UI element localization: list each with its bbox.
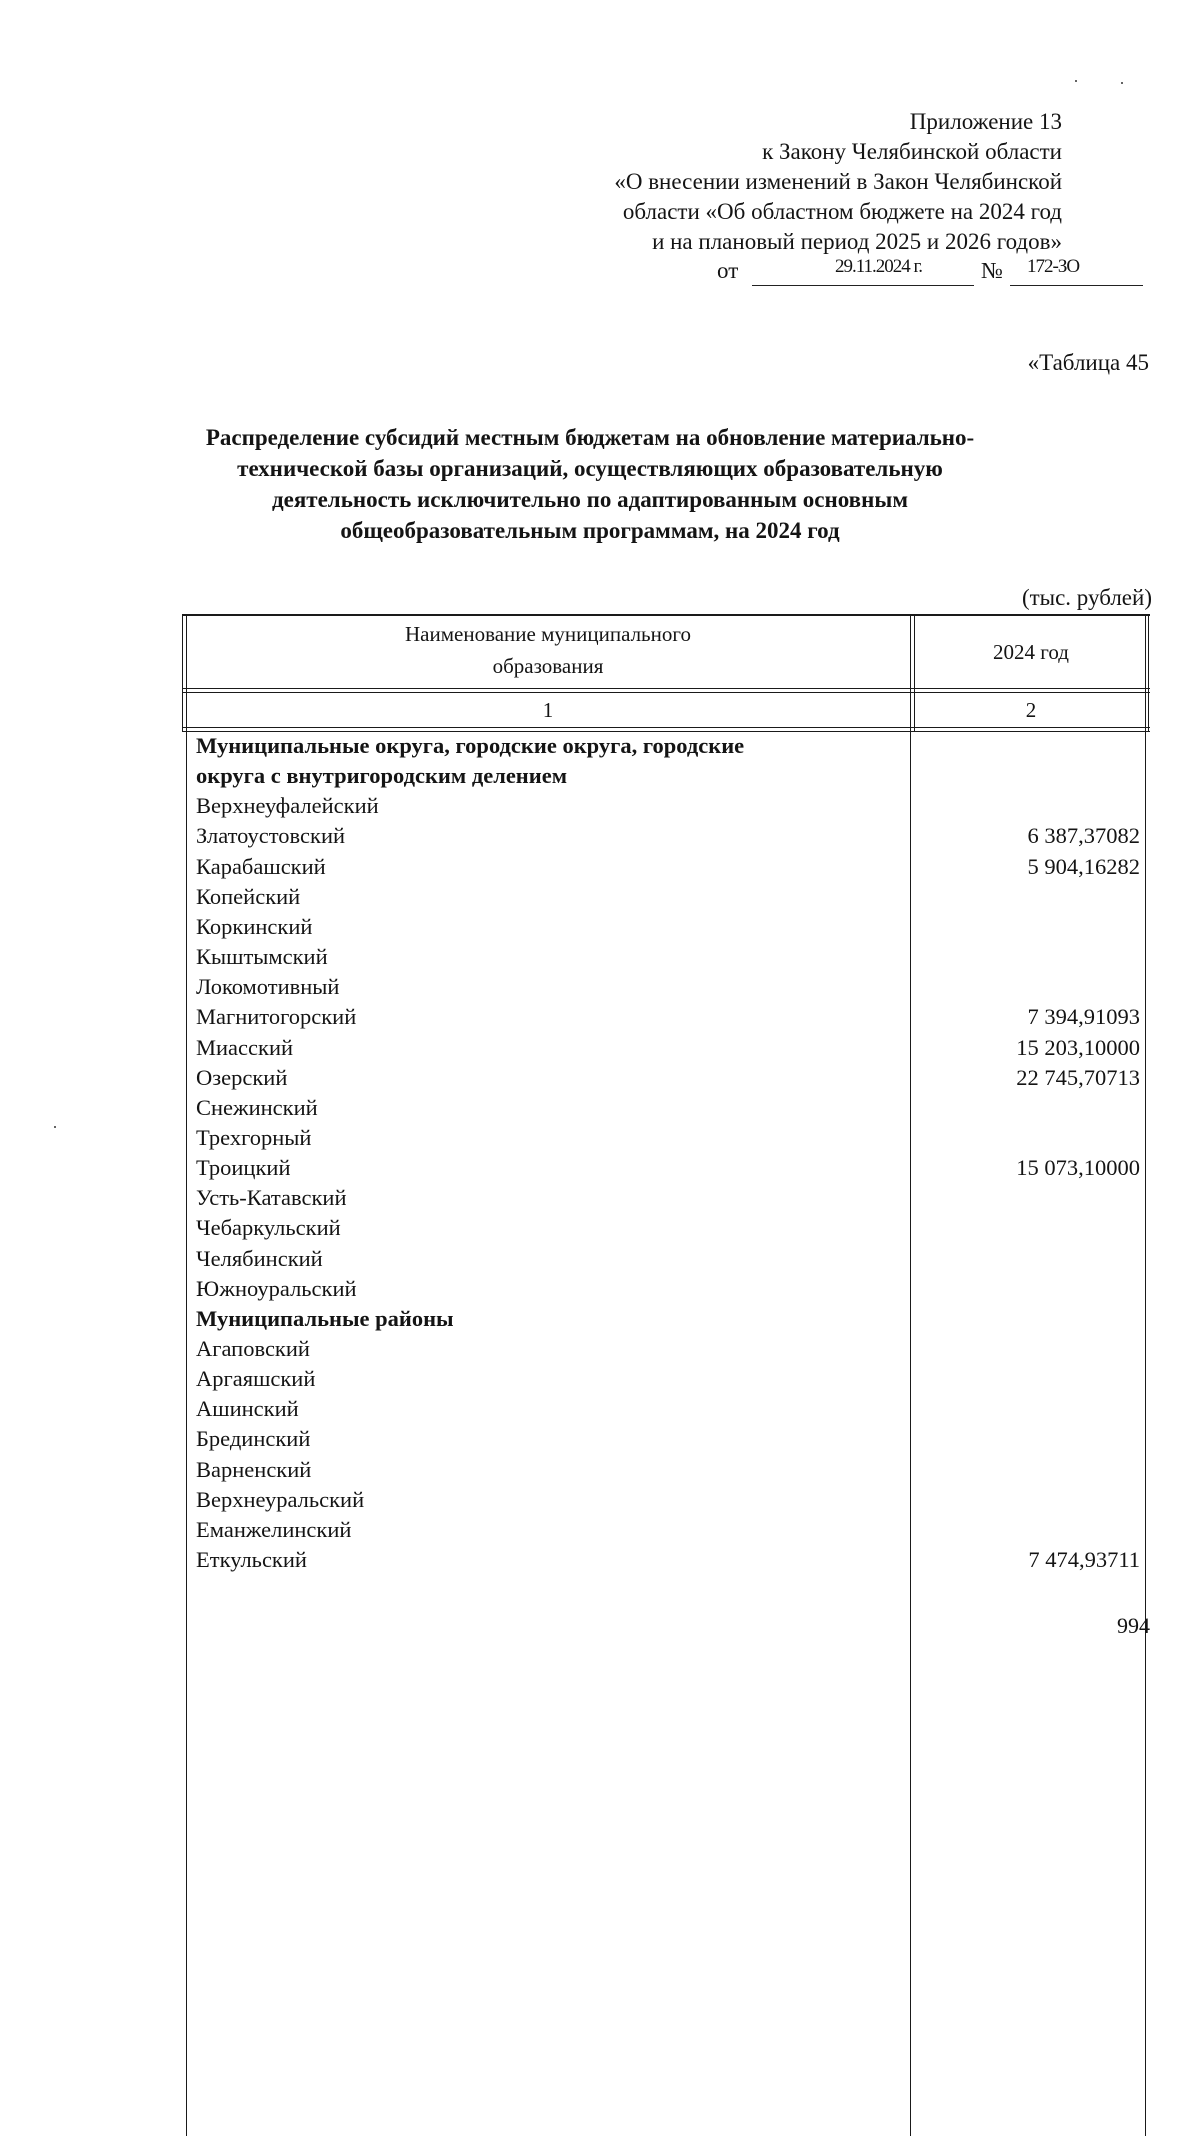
municipality-name: Магнитогорский [196,1004,357,1029]
header-line: «О внесении изменений в Закон Челябинской [614,169,1062,194]
municipality-name: Чебаркульский [196,1215,341,1240]
section-heading: округа с внутригородским делением [196,763,568,788]
scan-speck [1121,82,1123,84]
table-top-border [182,614,1150,616]
municipality-name: Еткульский [196,1547,307,1572]
subsidy-value: 7 474,93711 [1028,1547,1140,1572]
title-line: общеобразовательным программам, на 2024 год [340,518,840,543]
left-border [182,614,183,732]
municipality-name: Локомотивный [196,974,340,999]
municipality-name: Еманжелинский [196,1517,352,1542]
municipality-name: Брединский [196,1426,311,1451]
header-line: Приложение 13 [909,109,1062,134]
title-line: технической базы организаций, осуществляющих образовательную [237,456,943,481]
right-border-inner [1145,614,1146,2136]
municipality-name: Ашинский [196,1396,299,1421]
municipality-name: Агаповский [196,1336,310,1361]
municipality-name: Копейский [196,884,301,909]
municipality-name: Коркинский [196,914,313,939]
subsidy-value: 7 394,91093 [1027,1004,1140,1029]
header-bottom-border [182,688,1150,689]
number-prefix: № [981,258,1003,283]
col1-header-line: Наименование муниципального [405,622,691,646]
col1-header-line: образования [492,654,604,678]
col2-header: 2024 год [993,640,1069,664]
col1-number: 1 [542,698,554,722]
number-underline [1010,285,1143,286]
municipality-name: Трехгорный [196,1125,312,1150]
municipality-name: Кыштымский [196,944,328,969]
column-divider [910,614,911,2136]
table-reference: «Таблица 45 [1027,350,1149,375]
col1-header [186,618,910,682]
municipality-name: Челябинский [196,1246,323,1271]
subsidy-value: 22 745,70713 [1016,1065,1140,1090]
colnum-bottom-border [182,727,1150,728]
section-heading: Муниципальные округа, городские округа, городские [196,733,745,758]
municipality-name: Верхнеуфалейский [196,793,379,818]
date-prefix: от [717,258,739,283]
municipality-name: Озерский [196,1065,288,1090]
scan-speck [54,1126,56,1128]
municipality-name: Аргаяшский [196,1366,316,1391]
header-line: области «Об областном бюджете на 2024 год [622,199,1062,224]
municipality-name: Миасский [196,1035,294,1060]
units-label: (тыс. рублей) [1021,585,1152,610]
scan-speck [1075,80,1077,82]
municipality-name: Усть-Катавский [196,1185,347,1210]
right-border [1148,614,1149,732]
subsidy-value: 15 203,10000 [1016,1035,1140,1060]
municipality-name: Южноуральский [196,1276,357,1301]
section-heading: Муниципальные районы [196,1306,454,1331]
subsidy-value: 6 387,37082 [1027,823,1140,848]
title-line: Распределение субсидий местным бюджетам на обновление материально- [205,425,975,450]
title-line: деятельность исключительно по адаптированным основным [272,487,908,512]
date-value: 29.11.2024 г. [835,256,922,277]
header-line: и на плановый период 2025 и 2026 годов» [652,229,1062,254]
municipality-name: Снежинский [196,1095,318,1120]
date-underline [752,285,974,286]
municipality-name: Троицкий [196,1155,291,1180]
colnum-top-border [182,692,1150,693]
number-value: 172-ЗО [1027,256,1080,277]
document-title [140,422,1040,546]
subsidy-value: 5 904,16282 [1027,854,1140,879]
municipality-name: Верхнеуральский [196,1487,365,1512]
left-border-inner [186,614,187,2136]
page-number: 994 [1117,1613,1150,1638]
col2-number: 2 [1025,698,1037,722]
municipality-name: Карабашский [196,854,326,879]
municipality-name: Златоустовский [196,823,346,848]
municipality-name: Варненский [196,1457,312,1482]
subsidy-value: 15 073,10000 [1016,1155,1140,1180]
header-line: к Закону Челябинской области [762,139,1062,164]
